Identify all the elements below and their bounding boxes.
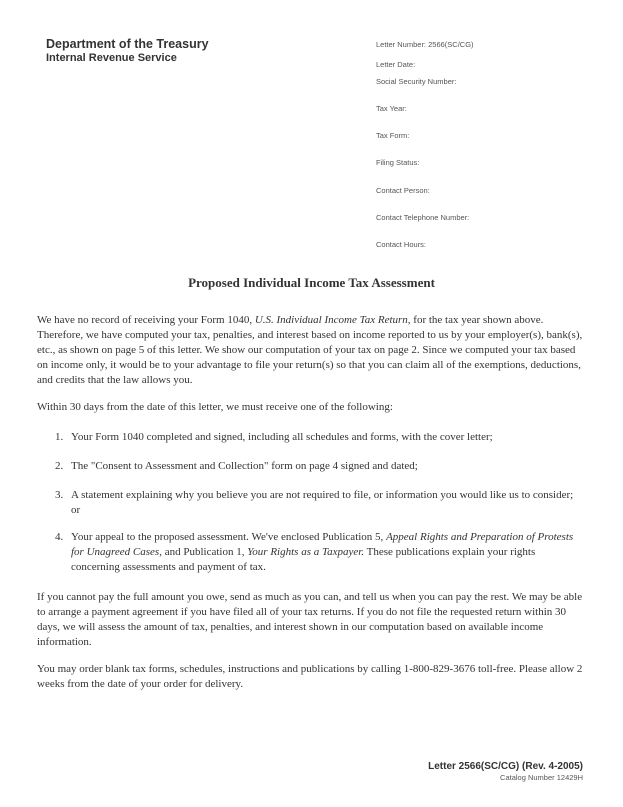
field-contact-hours: Contact Hours: bbox=[376, 240, 427, 249]
list-item-text: A statement explaining why you believe you are not required to file, or information you would like us to consider; or bbox=[71, 489, 574, 516]
list-item-number: 2. bbox=[55, 460, 64, 472]
letter-footer bbox=[428, 761, 583, 782]
list-item-text bbox=[71, 530, 585, 575]
field-contact-person: Contact Person: bbox=[376, 186, 430, 195]
field-letter-date: Letter Date: bbox=[376, 60, 416, 69]
list-item-text-a: Your appeal to the proposed assessment. We've enclosed Publication 5, bbox=[71, 531, 387, 543]
paragraph-forms: You may order blank tax forms, schedules, instructions and publications by calling 1-800-829-3676 toll-free. Please allow 2 weeks from the date of your order for delivery. bbox=[37, 663, 583, 690]
paragraph-requirement: Within 30 days from the date of this letter, we must receive one of the following: bbox=[37, 401, 393, 413]
list-item-text: Your Form 1040 completed and signed, including all schedules and forms, with the cover letter; bbox=[71, 431, 493, 443]
paragraph-intro-text-b: for the tax year shown above. Therefore, we have computed your tax, penalties, and interest based on income reported to us by your employer(s), bank(s), etc., as shown on page 5 of this letter. We show our computation of your tax on page 2. Since we computed your tax based on income only, it would be to your advantage to file your return(s) so that you can claim all of the exemptions, deductions, and credits that the law allows you. bbox=[37, 314, 583, 386]
paragraph-payment: If you cannot pay the full amount you owe, send as much as you can, and tell us when you can pay the rest. We may be able to arrange a payment agreement if you have filed all of your tax returns. If you do not file the requested return within 30 days, we will assess the amount of tax, penalties, and interest shown in our computation based on available income information. bbox=[37, 591, 583, 648]
agency-header bbox=[46, 37, 209, 64]
list-item-text-c: These publications explain your rights concerning assessments and payment of tax. bbox=[71, 546, 536, 573]
list-item-number: 3. bbox=[55, 489, 64, 501]
paragraph-intro-text-a: We have no record of receiving your Form 1040, bbox=[37, 314, 255, 326]
form-title-italic: U.S. Individual Income Tax Return, bbox=[254, 314, 411, 326]
publication-5-title: Appeal Rights and Preparation of Protests for Unagreed Cases, bbox=[71, 531, 574, 558]
department-name: Department of the Treasury bbox=[46, 37, 209, 51]
catalog-number: Catalog Number 12429H bbox=[500, 773, 583, 782]
field-letter-number: Letter Number: 2566(SC/CG) bbox=[376, 40, 474, 49]
field-tax-form: Tax Form: bbox=[376, 131, 410, 140]
list-item-text: The "Consent to Assessment and Collection" form on page 4 signed and dated; bbox=[71, 460, 418, 472]
letter-code: Letter 2566(SC/CG) (Rev. 4-2005) bbox=[428, 761, 583, 772]
list-item-number: 4. bbox=[55, 531, 64, 543]
publication-1-title: Your Rights as a Taxpayer. bbox=[247, 546, 365, 558]
field-filing-status: Filing Status: bbox=[376, 158, 420, 167]
field-tax-year: Tax Year: bbox=[376, 104, 407, 113]
letter-title: Proposed Individual Income Tax Assessment bbox=[188, 275, 435, 290]
list-item-number: 1. bbox=[55, 431, 64, 443]
field-contact-phone: Contact Telephone Number: bbox=[376, 213, 470, 222]
service-name: Internal Revenue Service bbox=[46, 52, 177, 64]
paragraph-intro bbox=[37, 313, 585, 388]
field-ssn: Social Security Number: bbox=[376, 77, 457, 86]
list-item-text-b: and Publication 1, bbox=[161, 546, 248, 558]
